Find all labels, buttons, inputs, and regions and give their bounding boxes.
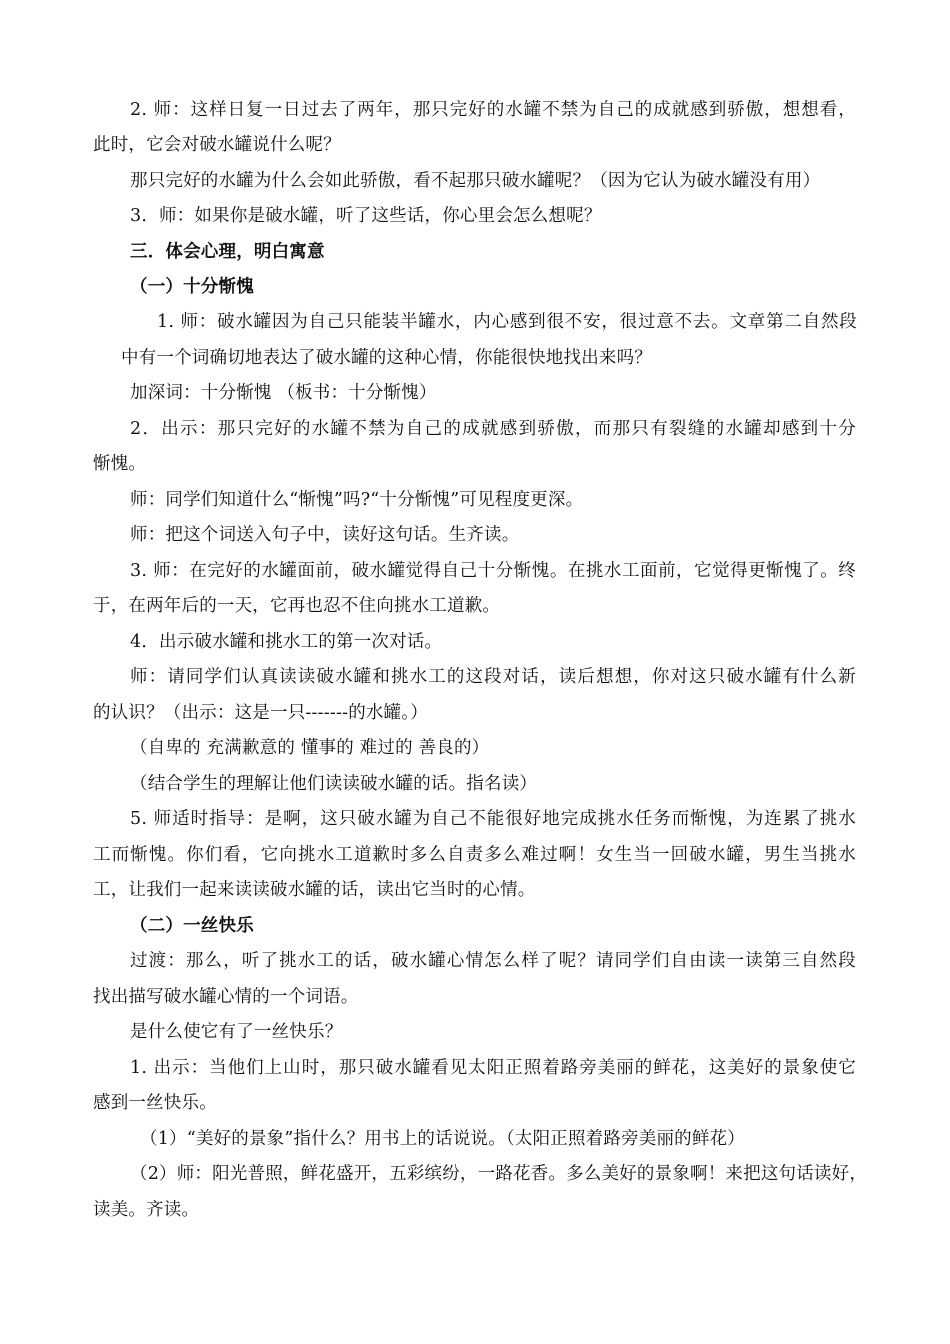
text-line: 5. 师适时指导：是啊，这只破水罐为自己不能很好地完成挑水任务而惭愧，为连累了挑水 [130, 809, 856, 829]
text-line: 加深词：十分惭愧 （板书：十分惭愧） [130, 383, 437, 403]
subsection-heading: （二）一丝快乐 [130, 916, 254, 936]
section-heading: 三．体会心理，明白寓意 [130, 242, 325, 262]
text-line: （结合学生的理解让他们读读破水罐的话。指名读） [130, 774, 538, 794]
text-line: 工而惭愧。你们看，它向挑水工道歉时多么自责多么难过啊！女生当一回破水罐，男生当挑水 [93, 845, 856, 865]
text-line: 3．师：如果你是破水罐，听了这些话，你心里会怎么想呢？ [130, 206, 602, 226]
text-line: 4．出示破水罐和挑水工的第一次对话。 [130, 632, 443, 652]
text-line: （2）师：阳光普照，鲜花盛开，五彩缤纷，一路花香。多么美好的景象啊！来把这句话读好， [130, 1164, 868, 1184]
text-line: （自卑的 充满歉意的 懂事的 难过的 善良的） [130, 738, 490, 758]
text-line: 师：请同学们认真读读破水罐和挑水工的这段对话，读后想想，你对这只破水罐有什么新 [130, 667, 856, 687]
text-line: 工，让我们一起来读读破水罐的话，读出它当时的心情。 [93, 880, 536, 900]
text-line: 惭愧。 [93, 454, 147, 474]
text-line: 2．出示：那只完好的水罐不禁为自己的成就感到骄傲，而那只有裂缝的水罐却感到十分 [130, 419, 856, 439]
subsection-heading: （一）十分惭愧 [130, 277, 254, 297]
text-line: 读美。齐读。 [93, 1200, 200, 1220]
text-line: 感到一丝快乐。 [93, 1093, 217, 1113]
text-line: （1）“美好的景象”指什么？用书上的话说说。（太阳正照着路旁美丽的鲜花） [140, 1129, 745, 1149]
text-line: 此时，它会对破水罐说什么呢？ [93, 135, 341, 155]
text-line: 师：把这个词送入句子中，读好这句话。生齐读。 [130, 525, 520, 545]
text-line: 1. 师：破水罐因为自己只能装半罐水，内心感到很不安，很过意不去。文章第二自然段 [157, 312, 857, 332]
text-line: 1. 出示：当他们上山时，那只破水罐看见太阳正照着路旁美丽的鲜花，这美好的景象使它 [130, 1058, 856, 1078]
text-line: 是什么使它有了一丝快乐？ [130, 1022, 343, 1042]
text-line: 那只完好的水罐为什么会如此骄傲，看不起那只破水罐呢？（因为它认为破水罐没有用） [130, 171, 821, 191]
text-line: 的认识？（出示：这是一只-------的水罐。） [93, 703, 428, 723]
text-line: 师：同学们知道什么“惭愧”吗?“十分惭愧”可见程度更深。 [130, 490, 584, 510]
text-line: 中有一个词确切地表达了破水罐的这种心情，你能很快地找出来吗？ [121, 348, 652, 368]
text-line: 3. 师：在完好的水罐面前，破水罐觉得自己十分惭愧。在挑水工面前，它觉得更惭愧了。终 [130, 561, 856, 581]
text-line: 2. 师：这样日复一日过去了两年，那只完好的水罐不禁为自己的成就感到骄傲，想想看， [130, 100, 856, 120]
text-line: 找出描写破水罐心情的一个词语。 [93, 987, 359, 1007]
text-line: 于，在两年后的一天，它再也忍不住向挑水工道歉。 [93, 596, 501, 616]
text-line: 过渡：那么，听了挑水工的话，破水罐心情怎么样了呢？请同学们自由读一读第三自然段 [130, 951, 856, 971]
